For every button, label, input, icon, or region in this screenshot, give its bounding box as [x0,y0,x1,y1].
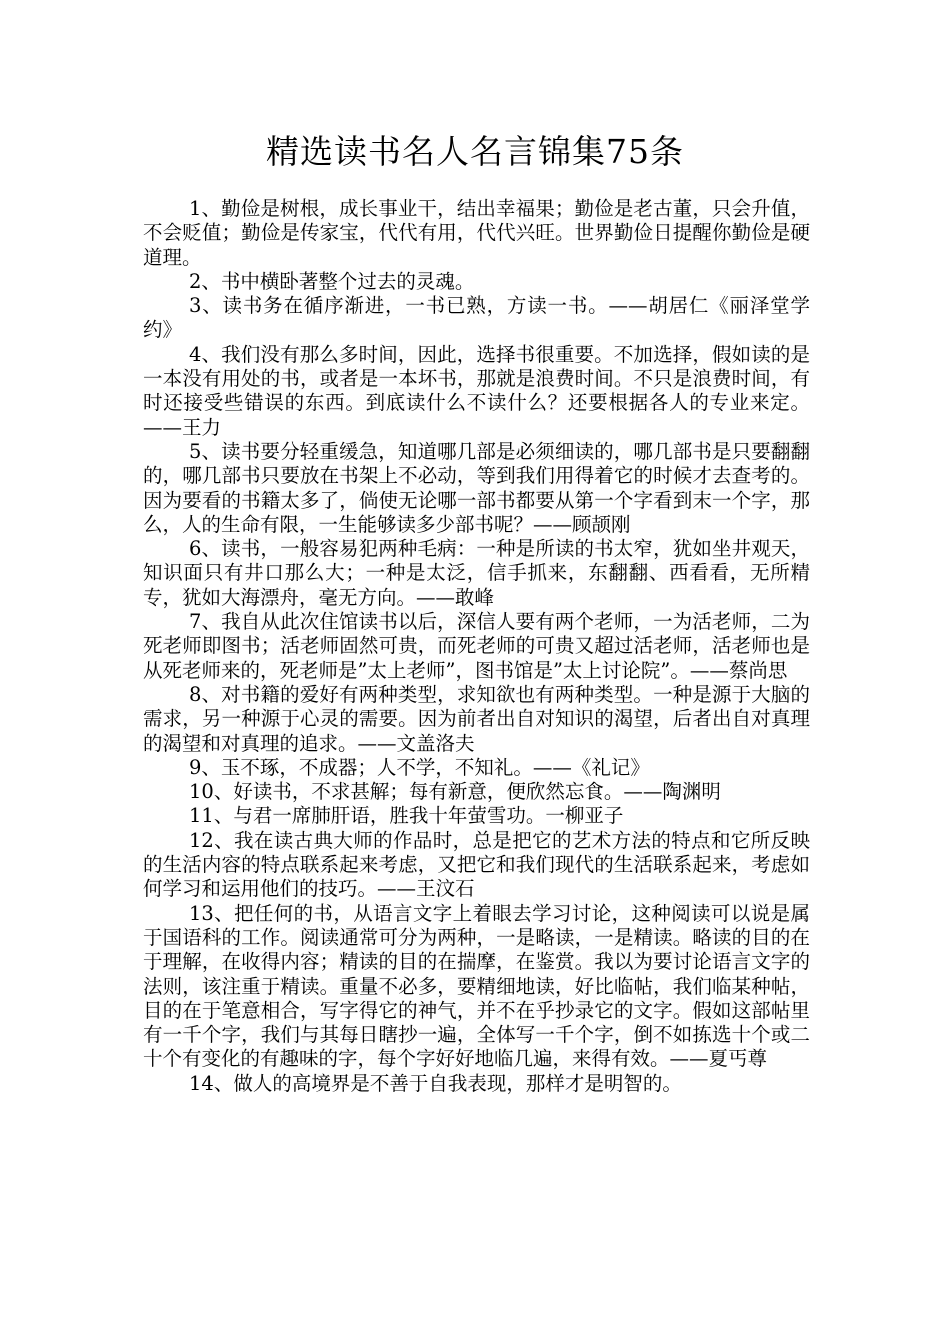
quote-paragraph: 8、对书籍的爱好有两种类型，求知欲也有两种类型。一种是源于大脑的需求，另一种源于心灵的需要。因为前者出自对知识的渴望，后者出自对真理的渴望和对真理的追求。——文盖洛夫 [143,682,810,755]
quote-paragraph: 11、与君一席肺肝语，胜我十年萤雪功。一柳亚子 [189,804,624,828]
quote-paragraph: 7、我自从此次住馆读书以后，深信人要有两个老师，一为活老师，二为死老师即图书；活老师固然可贵，而死老师的可贵又超过活老师，活老师也是从死老师来的，死老师是”太上老师”，图书馆是”太上讨论院”。——蔡尚思 [143,610,810,682]
quote-paragraph: 2、书中横卧著整个过去的灵魂。 [189,269,475,293]
quote-paragraph: 12、我在读古典大师的作品时，总是把它的艺术方法的特点和它所反映的生活内容的特点联系起来考虑，又把它和我们现代的生活联系起来，考虑如何学习和运用他们的技巧。——王汶石 [143,828,810,901]
quote-paragraph: 9、玉不琢，不成器；人不学，不知礼。——《礼记》 [189,755,650,779]
quote-paragraph: 13、把任何的书，从语言文字上着眼去学习讨论，这种阅读可以说是属于国语科的工作。阅读通常可分为两种，一是略读，一是精读。略读的目的在于理解，在收得内容；精读的目的在揣摩，在鉴赏。我以为要讨论语言文字的法则，该注重于精读。重量不必多，要精细地读，好比临帖，我们临某种帖，目的在于笔意相合，写字得它的神气，并不在乎抄录它的文字。假如这部帖里有一千个字，我们与其每日瞎抄一遍，全体写一千个字，倒不如拣选十个或二十个有变化的有趣味的字，每个字好好地临几遍，来得有效。——夏丐尊 [143,901,810,1071]
document-title: 精选读书名人名言锦集75条 [266,132,684,171]
quote-paragraph: 4、我们没有那么多时间，因此，选择书很重要。不加选择，假如读的是一本没有用处的书，或者是一本坏书，那就是浪费时间。不只是浪费时间，有时还接受些错误的东西。到底读什么不读什么？还要根据各人的专业来定。——王力 [143,342,810,439]
quote-paragraph: 1、勤俭是树根，成长事业干，结出幸福果；勤俭是老古董，只会升值，不会贬值；勤俭是传家宝，代代有用，代代兴旺。世界勤俭日提醒你勤俭是硬道理。 [143,197,810,269]
quote-paragraph: 10、好读书，不求甚解；每有新意，便欣然忘食。——陶渊明 [189,780,721,804]
quote-paragraph: 14、做人的高境界是不善于自我表现，那样才是明智的。 [189,1071,682,1095]
quote-paragraph: 6、读书，一般容易犯两种毛病：一种是所读的书太窄，犹如坐井观天，知识面只有井口那么大；一种是太泛，信手抓来，东翻翻、西看看，无所精专，犹如大海漂舟，毫无方向。——敢峰 [143,537,810,609]
quote-paragraph: 5、读书要分轻重缓急，知道哪几部是必须细读的，哪几部书是只要翻翻的，哪几部书只要放在书架上不必动，等到我们用得着它的时候才去查考的。因为要看的书籍太多了，倘使无论哪一部书都要从第一个字看到末一个字，那么，人的生命有限，一生能够读多少部书呢？——顾颉刚 [143,439,810,536]
quote-paragraph: 3、读书务在循序渐进，一书已熟，方读一书。——胡居仁《丽泽堂学约》 [143,294,810,342]
document-body [143,197,810,1096]
